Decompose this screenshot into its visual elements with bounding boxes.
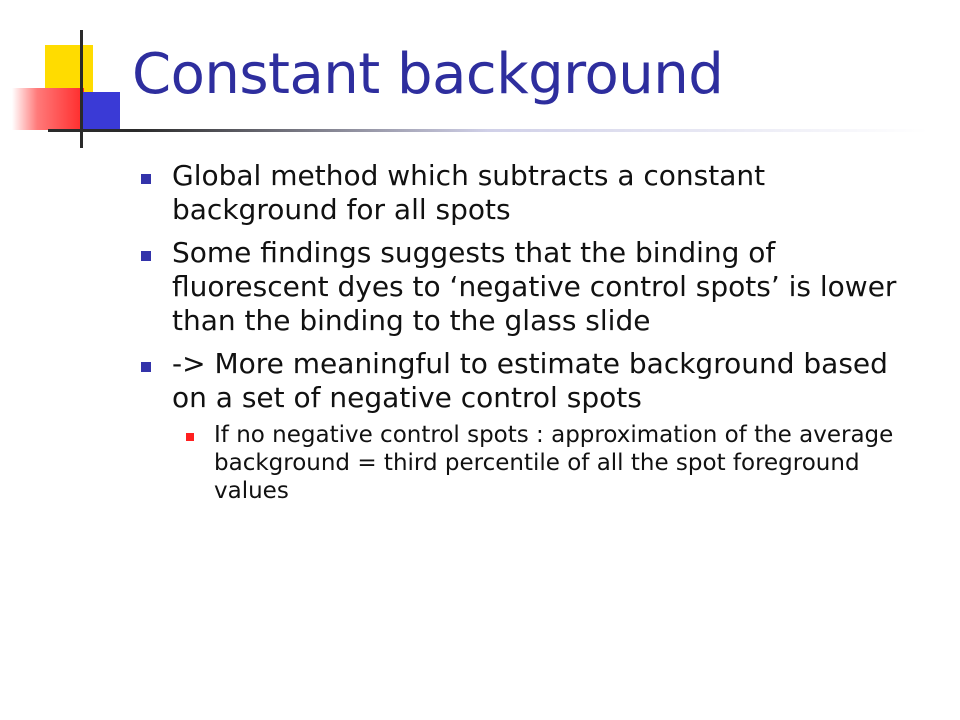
decor-yellow-square [45,45,93,93]
bullet-text: Some findings suggests that the binding of fluorescent dyes to ‘negative control spots’ is lower than the binding to the glass slide [172,236,897,337]
bullet-square-icon [141,362,151,372]
bullet-item [130,347,930,505]
sub-bullet-text: If no negative control spots : approximation of the average background = third percentile of all the spot foreground values [214,422,894,504]
bullet-square-icon [141,174,151,184]
decor-red-bar [12,88,84,130]
decor-blue-square [82,92,120,132]
bullet-text: Global method which subtracts a constant background for all spots [172,159,766,226]
bullet-square-icon [141,251,151,261]
sub-bullet-square-icon [186,433,194,441]
sub-bullet-list [172,421,930,505]
sub-bullet-item [172,421,930,505]
decor-horizontal-line [48,129,928,132]
bullet-list [130,150,930,505]
slide-title: Constant background [132,42,724,107]
bullet-text: -> More meaningful to estimate background based on a set of negative control spots [172,347,888,414]
bullet-item [130,159,930,227]
bullet-item [130,236,930,338]
